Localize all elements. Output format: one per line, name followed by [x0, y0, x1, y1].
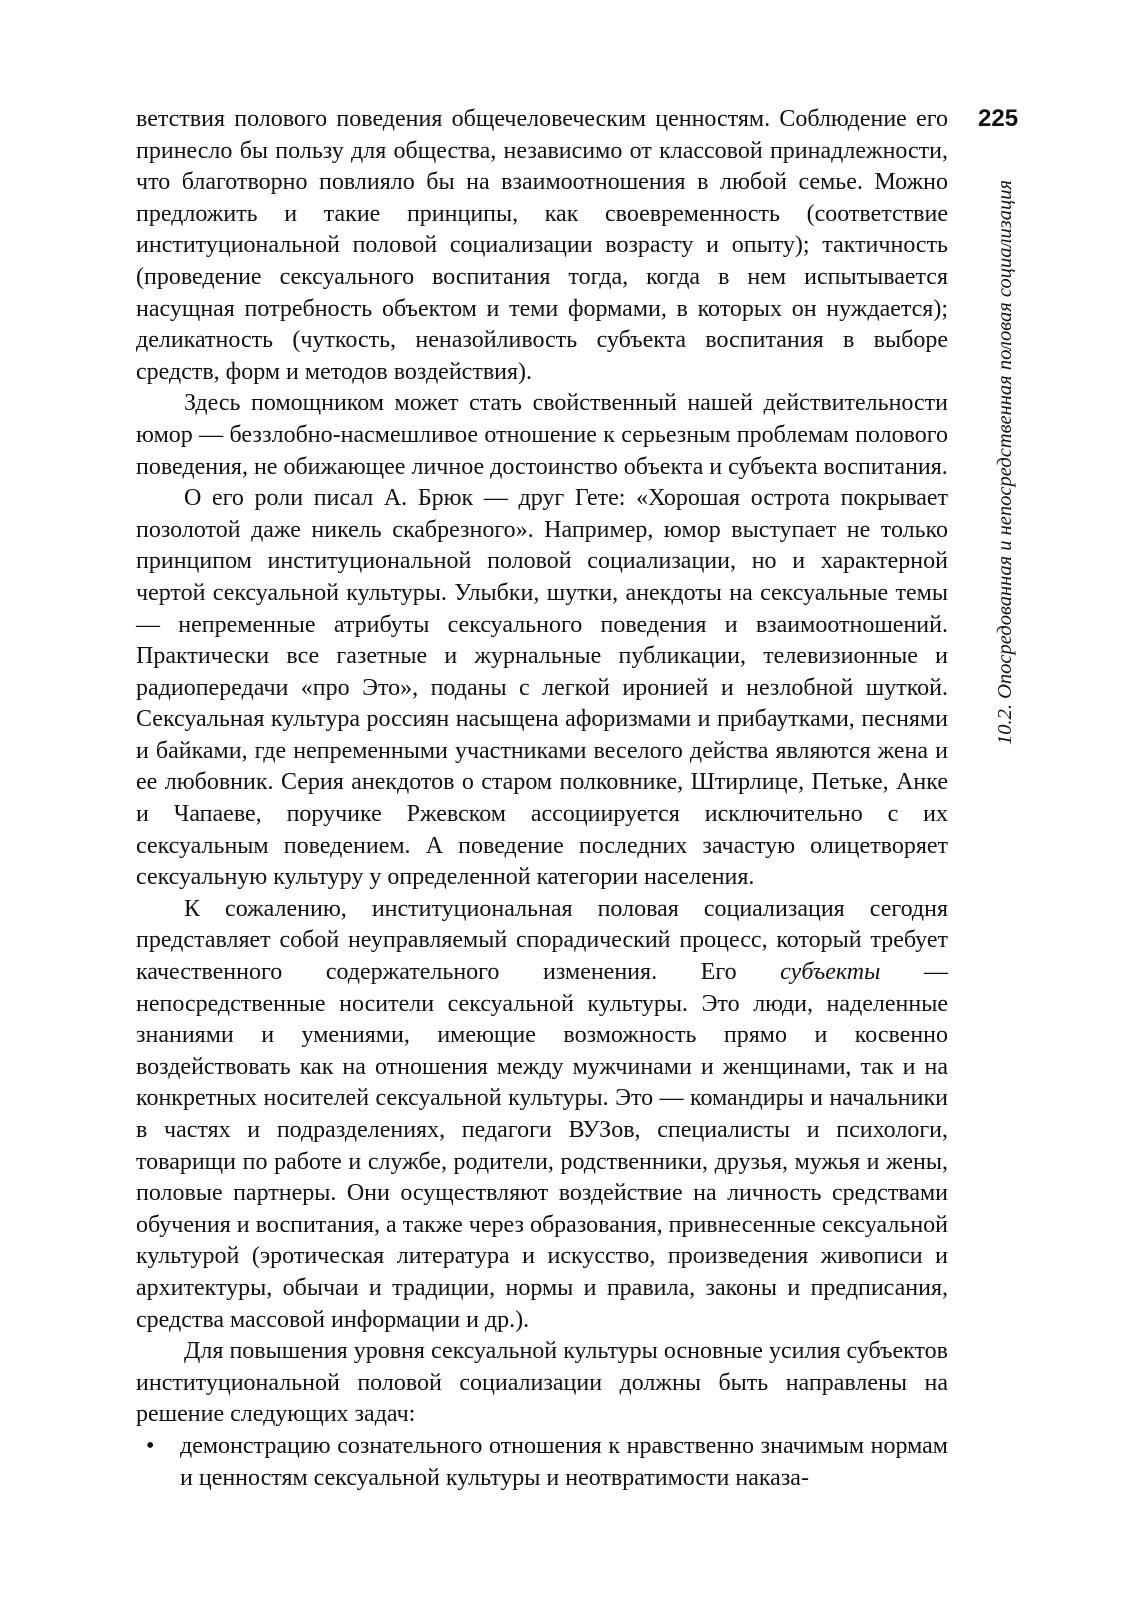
- page-number: 225: [978, 105, 1019, 132]
- bullet-icon: •: [146, 1432, 155, 1459]
- paragraph-3: О его роли писал А. Брюк — друг Гете: «Хорошая острота покрывает позолотой даже никель скабрезного». Например, юмор выступает не только принципом институциональной половой социализации, но и характерной чертой сексуальной культуры. Улыбки, шутки, анекдоты на сексуальные темы — непременные атрибуты сексуального поведения и взаимоотношений. Практически все газетные и журнальные публикации, телевизионные и радиопередачи «про Это», поданы с легкой иронией и незлобной шуткой. Сексуальная культура россиян насыщена афоризмами и прибаутками, песнями и байками, где непременными участниками веселого действа являются жена и ее любовник. Серия анекдотов о старом полковнике, Штирлице, Петьке, Анке и Чапаеве, поручике Ржевском ассоциируется исключительно с их сексуальным поведением. А поведение последних зачастую олицетворяет сексуальную культуру у определенной категории населения.: [136, 485, 948, 891]
- paragraph-5: Для повышения уровня сексуальной культуры основные усилия субъектов институциональной половой социализации должны быть направлены на решение следующих задач:: [136, 1338, 948, 1428]
- running-head: 10.2. Опосредованная и непосредственная половая социализация: [994, 180, 1016, 745]
- list-item: [136, 1431, 948, 1494]
- paragraph-2: Здесь помощником может стать свойственный нашей действительности юмор — беззлобно-насмешливое отношение к серьезным проблемам полового поведения, не обижающее личное достоинство объекта и субъекта воспитания.: [136, 390, 948, 480]
- bullet-list: [136, 1431, 948, 1494]
- emphasis-subjects: субъекты: [780, 959, 881, 986]
- paragraph-4-text-end: — непосредственные носители сексуальной культуры. Это люди, наделенные знаниями и умениями, имеющие возможность прямо и косвенно воздействовать как на отношения между мужчинами и женщинами, так и на конкретных носителей сексуальной культуры. Это — командиры и начальники в частях и подразделениях, педагоги ВУЗов, специалисты и психологи, товарищи по работе и службе, родители, родственники, друзья, мужья и жены, половые партнеры. Они осуществляют воздействие на личность средствами обучения и воспитания, а также через образования, привнесенные сексуальной культурой (эротическая литература и искусство, произведения живописи и архитектуры, обычаи и традиции, нормы и правила, законы и предписания, средства массовой информации и др.).: [136, 959, 948, 1333]
- text-body: [136, 104, 948, 1494]
- bullet-text: демонстрацию сознательного отношения к нравственно значимым нормам и ценностям сексуальной культуры и неотвратимости наказа-: [180, 1432, 948, 1491]
- paragraph-4: [136, 894, 948, 1336]
- paragraph-1: ветствия полового поведения общечеловеческим ценностям. Соблюдение его принесло бы пользу для общества, независимо от классовой принадлежности, что благотворно повлияло бы на взаимоотношения в любой семье. Можно предложить и такие принципы, как своевременность (соответствие институциональной половой социализации возрасту и опыту); тактичность (проведение сексуального воспитания тогда, когда в нем испытывается насущная потребность объектом и теми формами, в которых он нуждается); деликатность (чуткость, неназойливость субъекта воспитания в выборе средств, форм и методов воздействия).: [136, 106, 948, 385]
- paragraph-4-text-start: К сожалению, институциональная половая социализация сегодня представляет собой неуправляемый спорадический процесс, который требует качественного содержательного изменения. Его: [136, 895, 948, 986]
